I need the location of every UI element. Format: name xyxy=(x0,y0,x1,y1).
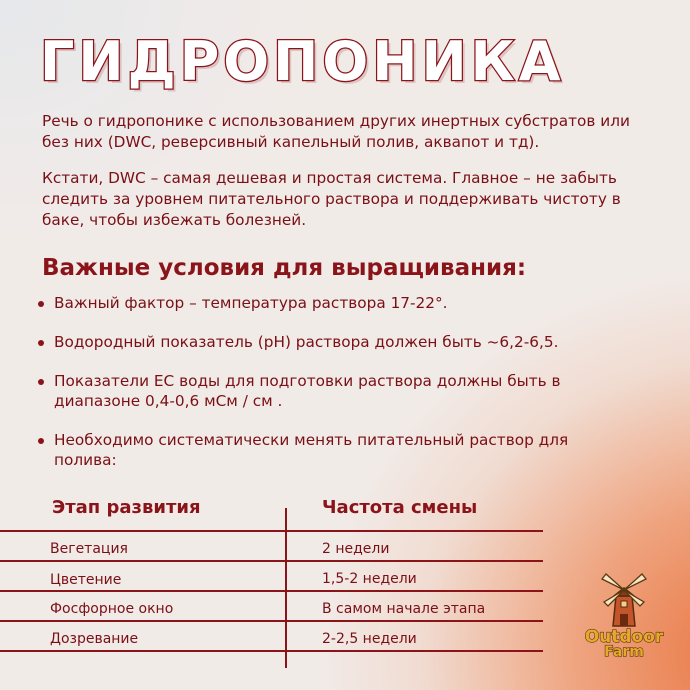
table-column-divider xyxy=(285,508,287,668)
list-item xyxy=(36,332,636,352)
logo-text-outdoor: Outdoor xyxy=(584,627,664,647)
list-item xyxy=(36,371,636,411)
table-row-divider xyxy=(0,560,543,562)
solution-change-table xyxy=(0,490,560,690)
table-row-divider xyxy=(0,650,543,652)
list-item-text: Необходимо систематически менять питательный раствор для полива: xyxy=(54,431,569,469)
list-item-text: Важный фактор – температура раствора 17-22°. xyxy=(54,294,448,312)
table-cell-frequency: 2-2,5 недели xyxy=(322,631,417,647)
table-cell-frequency: 2 недели xyxy=(322,541,390,557)
conditions-list xyxy=(36,293,636,489)
table-row-divider xyxy=(0,590,543,592)
dwc-paragraph: Кстати, DWC – самая дешевая и простая система. Главное – не забыть следить за уровнем питательного раствора и поддерживать чистоту в баке, чтобы избежать болезней. xyxy=(42,169,621,229)
list-item-text: Водородный показатель (pH) раствора должен быть ~6,2-6,5. xyxy=(54,333,559,351)
outdoor-farm-logo xyxy=(574,568,674,668)
list-item-text: Показатели ЕС воды для подготовки раствора должны быть в диапазоне 0,4-0,6 мСм / см . xyxy=(54,372,561,410)
table-cell-stage: Фосфорное окно xyxy=(50,601,174,617)
table-cell-frequency: В самом начале этапа xyxy=(322,601,486,617)
table-cell-frequency: 1,5-2 недели xyxy=(322,571,417,587)
table-cell-stage: Вегетация xyxy=(50,541,128,557)
logo-text-farm: Farm xyxy=(604,644,644,660)
list-item xyxy=(36,430,636,470)
bullet-dot-icon xyxy=(38,340,44,346)
table-cell-stage: Цветение xyxy=(50,572,122,588)
table-header-frequency: Частота смены xyxy=(322,497,478,518)
page-title: ГИДРОПОНИКА xyxy=(40,30,565,93)
table-header-stage: Этап развития xyxy=(52,497,201,518)
bullet-dot-icon xyxy=(38,438,44,444)
table-cell-stage: Дозревание xyxy=(50,631,139,647)
bullet-dot-icon xyxy=(38,379,44,385)
windmill-icon xyxy=(574,568,674,628)
list-item xyxy=(36,293,636,313)
bullet-dot-icon xyxy=(38,301,44,307)
table-row-divider xyxy=(0,620,543,622)
conditions-heading: Важные условия для выращивания: xyxy=(42,255,527,281)
table-row-divider xyxy=(0,530,543,532)
intro-paragraph: Речь о гидропонике с использованием других инертных субстратов или без них (DWC, реверсивный капельный полив, аквапот и тд). xyxy=(42,112,630,151)
